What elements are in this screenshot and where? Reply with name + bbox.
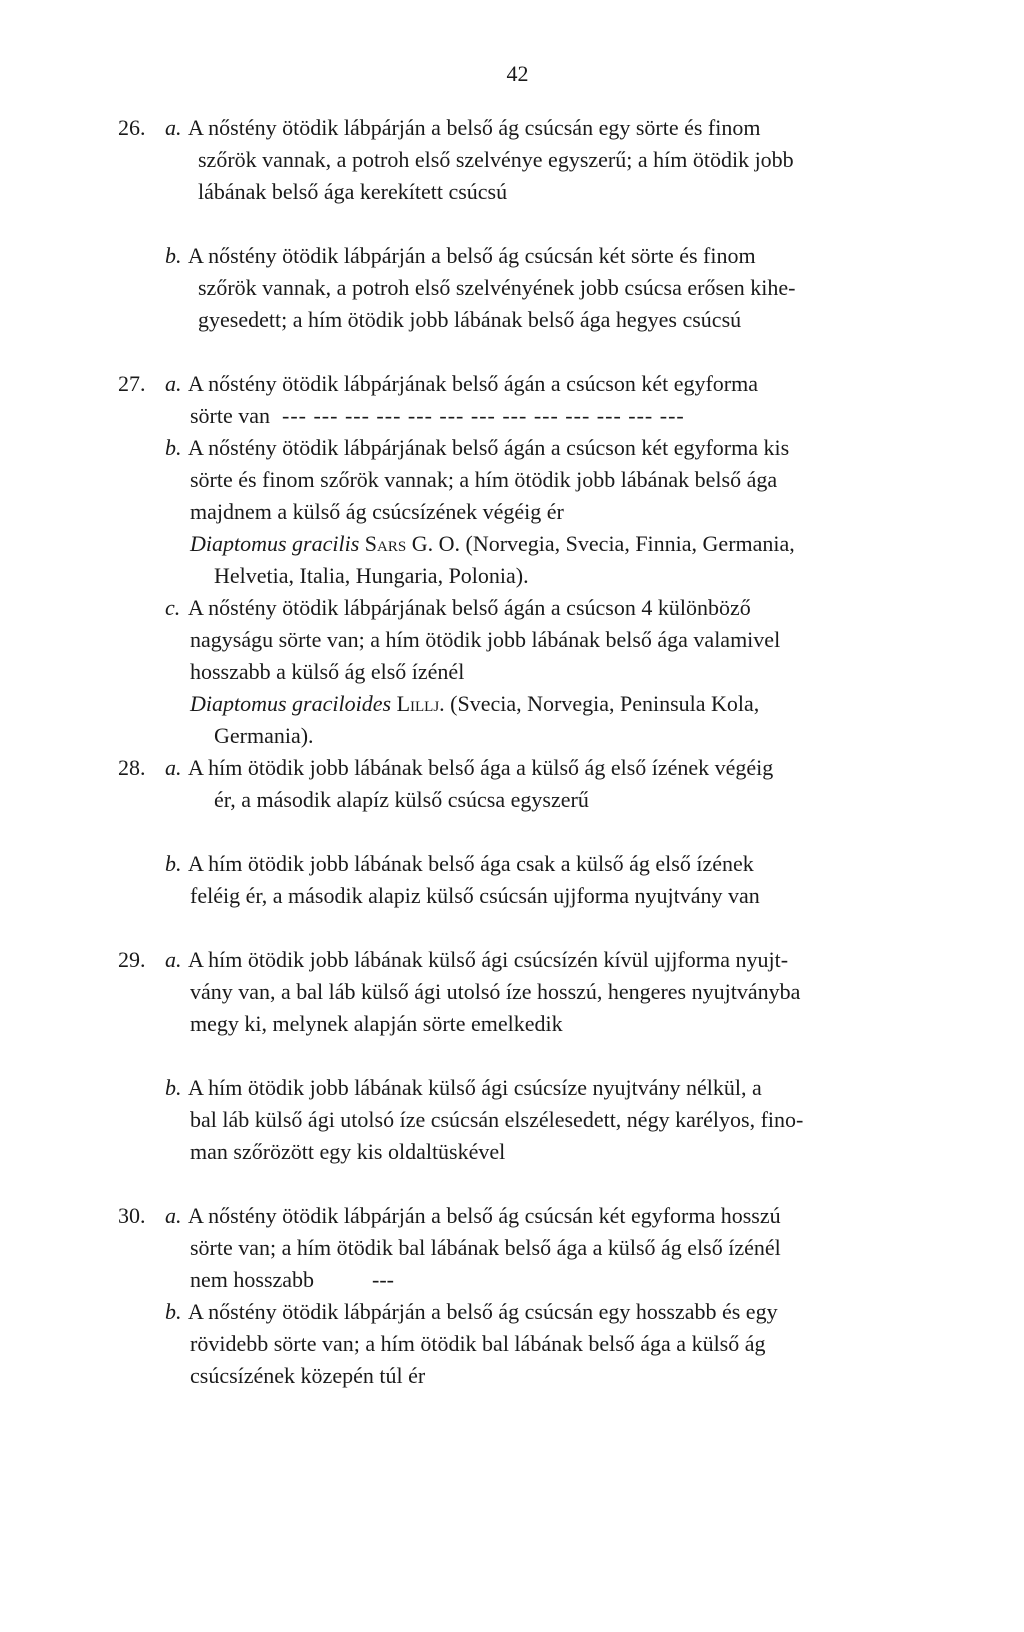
species-author: Lillj.: [396, 691, 445, 716]
couplet-letter: c.: [165, 595, 181, 620]
couplet-letter: a.: [165, 1203, 182, 1228]
key-text: A nőstény ötödik lábpárjának belső ágán a csúcson 4 különböző: [188, 595, 751, 620]
couplet-letter: b.: [165, 1075, 182, 1100]
key-text: A hím ötödik jobb lábának külső ági csúcsízén kívül ujjforma nyujt-: [188, 947, 789, 972]
key-text: majdnem a külső ág csúcsízének végéig ér: [190, 499, 564, 524]
key-text: lábának belső ága kerekített csúcsú: [198, 179, 508, 204]
key-text: A hím ötödik jobb lábának belső ága csak a külső ág első ízének: [188, 851, 754, 876]
couplet-letter: a.: [165, 755, 182, 780]
locality: (Svecia, Norvegia, Peninsula Kola,: [450, 691, 760, 716]
species-name: Diaptomus gracilis: [190, 531, 360, 556]
key-text: A nőstény ötödik lábpárján a belső ág csúcsán egy sörte és finom: [188, 115, 761, 140]
species-author: Sars: [364, 531, 407, 556]
key-text: megy ki, melynek alapján sörte emelkedik: [190, 1011, 563, 1036]
key-text: A nőstény ötödik lábpárján a belső ág csúcsán két egyforma hosszú: [188, 1203, 781, 1228]
key-text: szőrök vannak, a potroh első szelvénye egyszerű; a hím ötödik jobb: [198, 147, 794, 172]
key-text: A nőstény ötödik lábpárján a belső ág csúcsán egy hosszabb és egy: [188, 1299, 778, 1324]
key-text: ér, a második alapíz külső csúcsa egyszerű: [214, 787, 589, 812]
key-text: hosszabb a külső ág első ízénél: [190, 659, 465, 684]
key-text: rövidebb sörte van; a hím ötödik bal lábának belső ága a külső ág: [190, 1331, 766, 1356]
species-line: [190, 689, 759, 719]
key-text: gyesedett; a hím ötödik jobb lábának belső ága hegyes csúcsú: [198, 307, 742, 332]
key-text: sörte van; a hím ötödik bal lábának belső ága a külső ág első ízénél: [190, 1235, 781, 1260]
couplet-letter: a.: [165, 947, 182, 972]
couplet-letter: a.: [165, 115, 182, 140]
key-text: man szőrözött egy kis oldaltüskével: [190, 1139, 506, 1164]
key-text: A hím ötödik jobb lábának belső ága a külső ág első ízének végéig: [188, 755, 774, 780]
species-name: Diaptomus graciloides: [190, 691, 392, 716]
key-text: nagyságu sörte van; a hím ötödik jobb lábának belső ága valamivel: [190, 627, 781, 652]
locality: Germania).: [214, 723, 314, 748]
leader-dashes: --- --- --- --- --- --- --- --- --- --- --- --- ---: [282, 403, 685, 428]
key-text: nem hosszabb: [190, 1267, 315, 1292]
page-number: 42: [506, 61, 529, 86]
key-text: A nőstény ötödik lábpárjának belső ágán a csúcson két egyforma kis: [188, 435, 790, 460]
couplet-letter: a.: [165, 371, 182, 396]
key-text: A nőstény ötödik lábpárjának belső ágán a csúcson két egyforma: [188, 371, 759, 396]
couplet-letter: b.: [165, 243, 182, 268]
key-text: sörte és finom szőrök vannak; a hím ötödik jobb lábának belső ága: [190, 467, 778, 492]
couplet-letter: b.: [165, 1299, 182, 1324]
key-text: bal láb külső ági utolsó íze csúcsán elszélesedett, négy karélyos, fino-: [190, 1107, 804, 1132]
couplet-number: 28.: [118, 755, 146, 780]
locality: G. O. (Norvegia, Svecia, Finnia, Germania,: [411, 531, 795, 556]
couplet-number: 29.: [118, 947, 146, 972]
leader-dashes: ---: [372, 1267, 394, 1292]
key-text: A nőstény ötödik lábpárján a belső ág csúcsán két sörte és finom: [188, 243, 756, 268]
key-text: sörte van: [190, 403, 271, 428]
key-text: csúcsízének közepén túl ér: [190, 1363, 426, 1388]
couplet-number: 30.: [118, 1203, 146, 1228]
key-text: szőrök vannak, a potroh első szelvényének jobb csúcsa erősen kihe-: [198, 275, 796, 300]
couplet-letter: b.: [165, 851, 182, 876]
species-line: [190, 529, 795, 559]
key-text: feléig ér, a második alapiz külső csúcsán ujjforma nyujtvány van: [190, 883, 760, 908]
couplet-number: 27.: [118, 371, 146, 396]
key-text: vány van, a bal láb külső ági utolsó íze hosszú, hengeres nyujtványba: [190, 979, 801, 1004]
locality: Helvetia, Italia, Hungaria, Polonia).: [214, 563, 529, 588]
key-text: A hím ötödik jobb lábának külső ági csúcsíze nyujtvány nélkül, a: [188, 1075, 762, 1100]
couplet-letter: b.: [165, 435, 182, 460]
couplet-number: 26.: [118, 115, 146, 140]
